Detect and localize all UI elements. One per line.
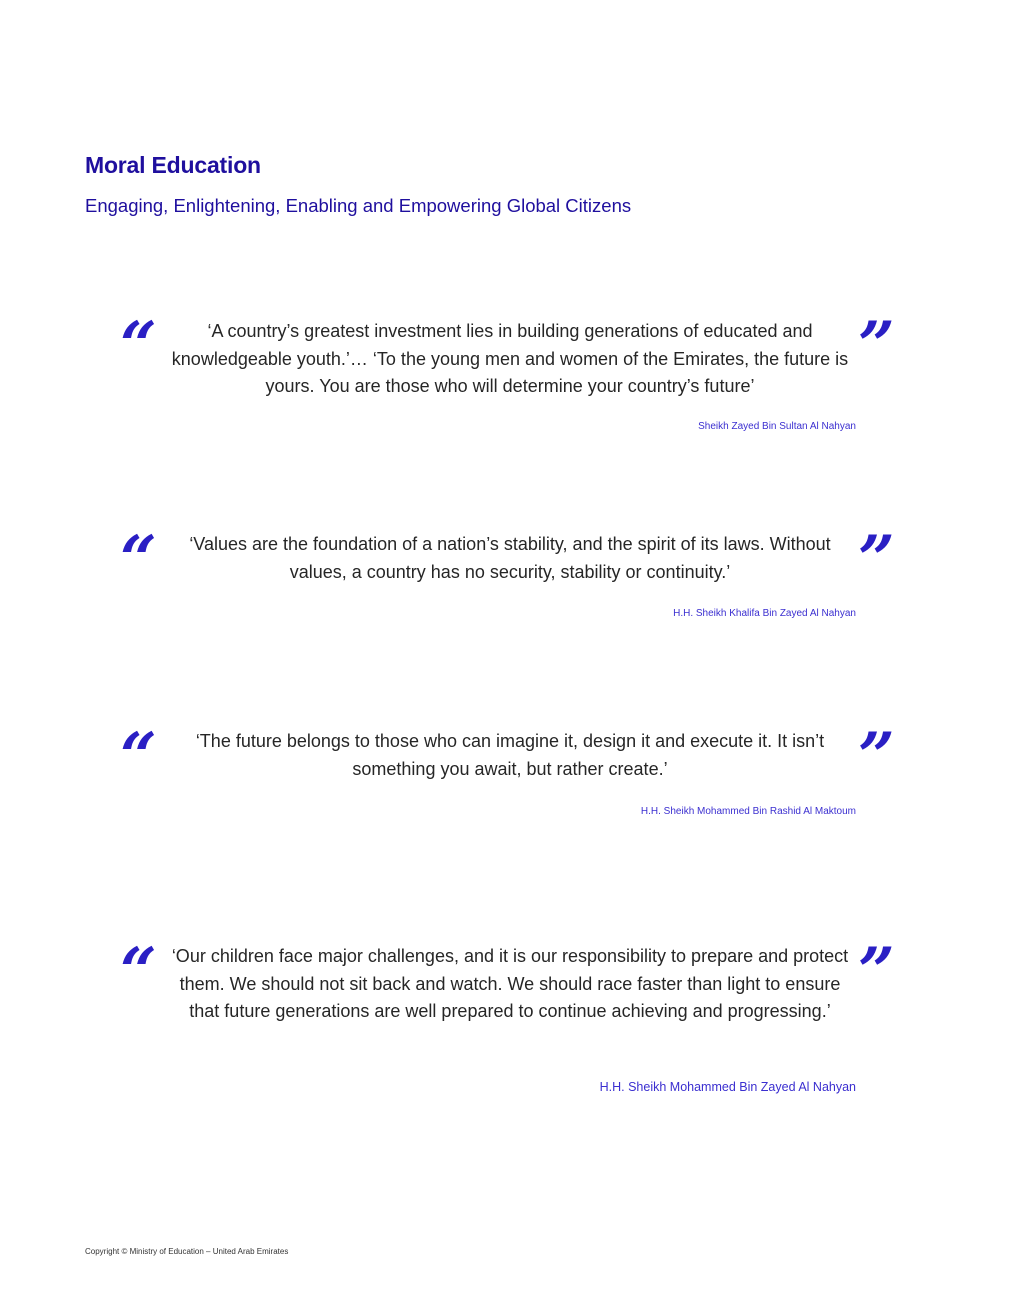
close-quote-icon: ” bbox=[858, 522, 895, 597]
quote-attribution: Sheikh Zayed Bin Sultan Al Nahyan bbox=[698, 421, 856, 432]
open-quote-icon: “ bbox=[120, 308, 157, 383]
open-quote-icon: “ bbox=[120, 719, 157, 794]
page-subtitle: Engaging, Enlightening, Enabling and Empowering Global Citizens bbox=[85, 195, 632, 216]
close-quote-icon: ” bbox=[858, 934, 895, 1009]
quote-text: ‘A country’s greatest investment lies in building generations of educated and knowledgeable youth.’… ‘To the young men and women of the Emirates, the future is yours. You are those who will determine your country’s future’ bbox=[171, 321, 849, 396]
quote-attribution: H.H. Sheikh Khalifa Bin Zayed Al Nahyan bbox=[673, 608, 856, 619]
copyright-footer: Copyright © Ministry of Education – United Arab Emirates bbox=[85, 1247, 289, 1256]
close-quote-icon: ” bbox=[858, 719, 895, 794]
quote-text: ‘Values are the foundation of a nation’s stability, and the spirit of its laws. Without values, a country has no security, stability or continuity.’ bbox=[189, 534, 831, 582]
quote-attribution: H.H. Sheikh Mohammed Bin Zayed Al Nahyan bbox=[599, 1080, 856, 1094]
close-quote-icon: ” bbox=[858, 308, 895, 383]
page-title: Moral Education bbox=[85, 152, 261, 178]
open-quote-icon: “ bbox=[120, 934, 157, 1009]
quote-text: ‘Our children face major challenges, and it is our responsibility to prepare and protect them. We should not sit back and watch. We should race faster than light to ensure that future generations are well prepared to continue achieving and progressing.’ bbox=[171, 946, 849, 1021]
quote-text: ‘The future belongs to those who can imagine it, design it and execute it. It isn’t something you await, but rather create.’ bbox=[195, 731, 825, 779]
open-quote-icon: “ bbox=[120, 522, 157, 597]
quote-attribution: H.H. Sheikh Mohammed Bin Rashid Al Maktoum bbox=[640, 806, 856, 817]
